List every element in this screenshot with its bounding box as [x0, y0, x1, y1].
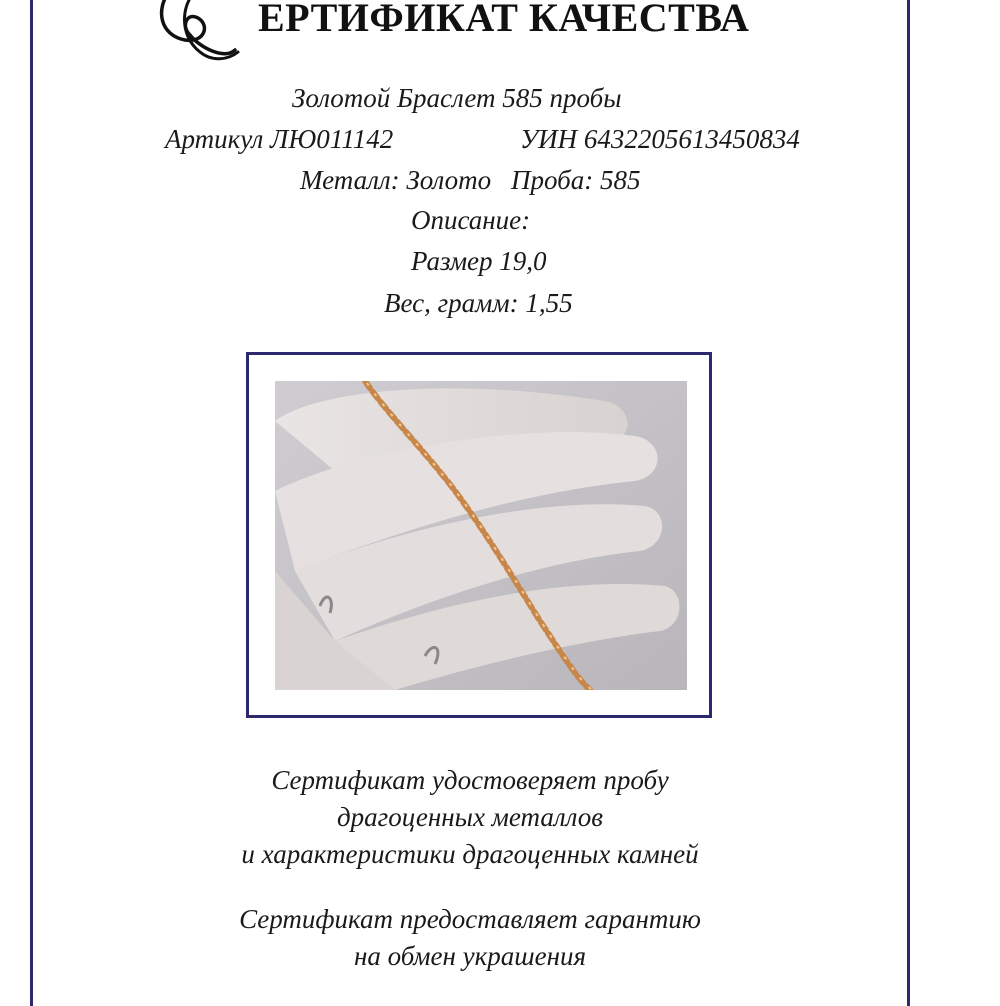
footer-text-line-4: Сертификат предоставляет гарантию — [239, 904, 701, 934]
metal-sample: Проба: 585 — [511, 165, 641, 195]
certificate-title: ЕРТИФИКАТ КАЧЕСТВА — [258, 0, 750, 40]
footer-text-line-3: и характеристики драгоценных камней — [241, 839, 699, 869]
weight-value: Вес, грамм: 1,55 — [384, 288, 573, 318]
article-number: Артикул ЛЮ011142 — [165, 124, 394, 154]
uin-number: УИН 6432205613450834 — [520, 124, 800, 154]
bracelet-on-glove-image — [275, 381, 687, 690]
monogram-c-logo-icon — [150, 0, 260, 75]
footer-text-line-2: драгоценных металлов — [337, 802, 603, 832]
metal-type: Металл: Золото — [300, 165, 492, 195]
size-value: Размер 19,0 — [411, 246, 547, 276]
description-label: Описание: — [411, 205, 531, 235]
footer-text-line-1: Сертификат удостоверяет пробу — [271, 765, 669, 795]
footer-text-line-5: на обмен украшения — [353, 941, 587, 971]
product-photo-frame — [246, 352, 712, 718]
product-photo — [275, 381, 687, 690]
product-name: Золотой Браслет 585 пробы — [292, 83, 622, 113]
